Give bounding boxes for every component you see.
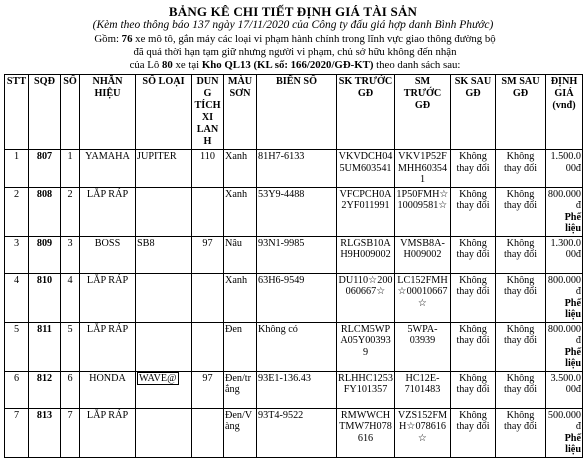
column-header: SỐ LOẠI (136, 75, 192, 150)
cell-sm-before: 5WPA-03939 (395, 322, 451, 371)
scrap-note: Phế liệu (564, 346, 581, 369)
cell-stt: 7 (5, 408, 29, 457)
cell-sm-after: Không thay đổi (496, 371, 546, 408)
cell-brand: BOSS (80, 236, 136, 273)
cell-cc (192, 187, 224, 236)
intro-lot: 80 (161, 59, 173, 71)
cell-sk-after: Không thay đổi (451, 408, 496, 457)
cell-model: JUPITER (136, 150, 192, 188)
cell-so: 3 (61, 236, 80, 273)
intro-line2: đã quá thời hạn tạm giữ nhưng người vi phạm, chủ sở hữu không đến nhận (133, 46, 457, 58)
cell-cc: 110 (192, 150, 224, 188)
cell-sm-before: 1P50FMH☆10009581☆ (395, 187, 451, 236)
cell-plate: 93E1-136.43 (257, 371, 337, 408)
cell-brand: LẮP RÁP (80, 187, 136, 236)
scrap-note: Phế liệu (564, 211, 581, 234)
cell-sk-before: RMWWCHTMW7H078616 (337, 408, 395, 457)
asset-table (4, 74, 583, 458)
price-value: 800.000đ (547, 188, 581, 211)
cell-sk-before: RLHHC1253FY101357 (337, 371, 395, 408)
price-value: 1.300.000đ (550, 237, 581, 260)
intro-storage: Kho QL13 (KL số: 166/2020/GĐ-KT) (201, 59, 374, 71)
cell-cc (192, 322, 224, 371)
cell-brand: HONDA (80, 371, 136, 408)
page-title: BẢNG KÊ CHI TIẾT ĐỊNH GIÁ TÀI SẢN (168, 4, 418, 19)
cell-cc (192, 408, 224, 457)
column-header: DUNG TÍCH XI LANH (192, 75, 224, 150)
column-header: SM TRƯỚC GĐ (395, 75, 451, 150)
table-row (5, 236, 583, 273)
cell-sk-before: VFCPCH0A2YF011991 (337, 187, 395, 236)
cell-sqd: 809 (29, 236, 61, 273)
cell-sm-before: LC152FMH☆00010667☆ (395, 273, 451, 322)
cell-sk-after: Không thay đổi (451, 273, 496, 322)
cell-plate: 93N1-9985 (257, 236, 337, 273)
column-header: BIỂN SỐ (257, 75, 337, 150)
cell-price (546, 150, 583, 188)
table-row (5, 150, 583, 188)
intro-line3-b: xe tại (175, 59, 200, 71)
cell-price (546, 187, 583, 236)
cell-brand: YAMAHA (80, 150, 136, 188)
table-row (5, 371, 583, 408)
cell-cc (192, 273, 224, 322)
cell-color: Xanh (224, 150, 257, 188)
intro-paragraph (30, 33, 560, 72)
cell-sm-after: Không thay đổi (496, 187, 546, 236)
cell-sm-after: Không thay đổi (496, 150, 546, 188)
cell-sk-before: VKVDCH045UM603541 (337, 150, 395, 188)
cell-stt: 4 (5, 273, 29, 322)
price-value: 800.000đ (547, 274, 581, 297)
cell-brand: LẮP RÁP (80, 322, 136, 371)
cell-so: 2 (61, 187, 80, 236)
cell-sm-before: HC12E-7101483 (395, 371, 451, 408)
cell-model (136, 322, 192, 371)
cell-stt: 2 (5, 187, 29, 236)
cell-so: 7 (61, 408, 80, 457)
intro-line3-a: của Lô (129, 59, 160, 71)
cell-brand: LẮP RÁP (80, 273, 136, 322)
column-header: SQĐ (29, 75, 61, 150)
cell-sm-before: VMSB8A-H009002 (395, 236, 451, 273)
cell-color: Đen/trắng (224, 371, 257, 408)
cell-plate: 81H7-6133 (257, 150, 337, 188)
cell-plate: Không có (257, 322, 337, 371)
table-row (5, 273, 583, 322)
column-header: STT (5, 75, 29, 150)
column-header: NHÃN HIỆU (80, 75, 136, 150)
cell-price (546, 408, 583, 457)
cell-stt: 1 (5, 150, 29, 188)
column-header: SK SAU GĐ (451, 75, 496, 150)
cell-so: 5 (61, 322, 80, 371)
cell-color: Đen/Vàng (224, 408, 257, 457)
cell-model (136, 273, 192, 322)
cell-model (136, 187, 192, 236)
cell-sqd: 807 (29, 150, 61, 188)
cell-sm-after: Không thay đổi (496, 236, 546, 273)
cell-color: Xanh (224, 273, 257, 322)
cell-sqd: 808 (29, 187, 61, 236)
cell-brand: LẮP RÁP (80, 408, 136, 457)
cell-sm-after: Không thay đổi (496, 322, 546, 371)
cell-plate: 63H6-9549 (257, 273, 337, 322)
cell-plate: 53Y9-4488 (257, 187, 337, 236)
cell-sk-after: Không thay đổi (451, 322, 496, 371)
intro-count: 76 (121, 33, 133, 45)
scrap-note: Phế liệu (564, 432, 581, 455)
cell-stt: 6 (5, 371, 29, 408)
cell-cc: 97 (192, 371, 224, 408)
column-header: ĐỊNH GIÁ (vnđ) (546, 75, 583, 150)
cell-so: 4 (61, 273, 80, 322)
cell-so: 1 (61, 150, 80, 188)
intro-line1: xe mô tô, gắn máy các loại vi phạm hành chính trong lĩnh vực giao thông đường bộ (135, 33, 496, 45)
table-row (5, 408, 583, 457)
cell-color: Nâu (224, 236, 257, 273)
cell-stt: 3 (5, 236, 29, 273)
cell-model: SB8 (136, 236, 192, 273)
cell-color: Đen (224, 322, 257, 371)
table-row (5, 322, 583, 371)
cell-plate: 93T4-9522 (257, 408, 337, 457)
cell-color: Xanh (224, 187, 257, 236)
cell-sm-after: Không thay đổi (496, 273, 546, 322)
cell-price (546, 273, 583, 322)
column-header: SỐ (61, 75, 80, 150)
column-header: MÀU SƠN (224, 75, 257, 150)
cell-stt: 5 (5, 322, 29, 371)
column-header: SM SAU GĐ (496, 75, 546, 150)
price-value: 3.500.000đ (550, 372, 581, 395)
cell-sm-before: VKV1P52FMHH603541 (395, 150, 451, 188)
cell-sqd: 813 (29, 408, 61, 457)
cell-sk-after: Không thay đổi (451, 187, 496, 236)
cell-model (136, 408, 192, 457)
intro-prefix: Gồm: (94, 33, 119, 45)
price-value: 500.000đ (547, 409, 581, 432)
cell-sk-after: Không thay đổi (451, 150, 496, 188)
cell-sk-after: Không thay đổi (451, 236, 496, 273)
cell-model (136, 371, 192, 408)
model-label: WAVE@ (139, 372, 177, 384)
cell-sk-before: RLGSB10AH9H009002 (337, 236, 395, 273)
cell-price (546, 371, 583, 408)
intro-line3-c: theo danh sách sau: (376, 59, 461, 71)
cell-sk-before: RLCM5WPA05Y003939 (337, 322, 395, 371)
price-value: 1.500.000đ (550, 151, 581, 174)
cell-price (546, 322, 583, 371)
table-header-row (5, 75, 583, 150)
cell-cc: 97 (192, 236, 224, 273)
cell-sm-before: VZS152FMH☆078616☆ (395, 408, 451, 457)
table-row (5, 187, 583, 236)
cell-sqd: 812 (29, 371, 61, 408)
scrap-note: Phế liệu (564, 297, 581, 320)
column-header: SK TRƯỚC GĐ (337, 75, 395, 150)
page-subtitle: (Kèm theo thông báo 137 ngày 17/11/2020 của Công ty đấu giá hợp danh Bình Phước) (92, 19, 494, 31)
cell-sk-before: DU110☆200060667☆ (337, 273, 395, 322)
cell-sm-after: Không thay đổi (496, 408, 546, 457)
cell-so: 6 (61, 371, 80, 408)
cell-price (546, 236, 583, 273)
price-value: 800.000đ (547, 323, 581, 346)
cell-sqd: 811 (29, 322, 61, 371)
cell-sk-after: Không thay đổi (451, 371, 496, 408)
cell-sqd: 810 (29, 273, 61, 322)
